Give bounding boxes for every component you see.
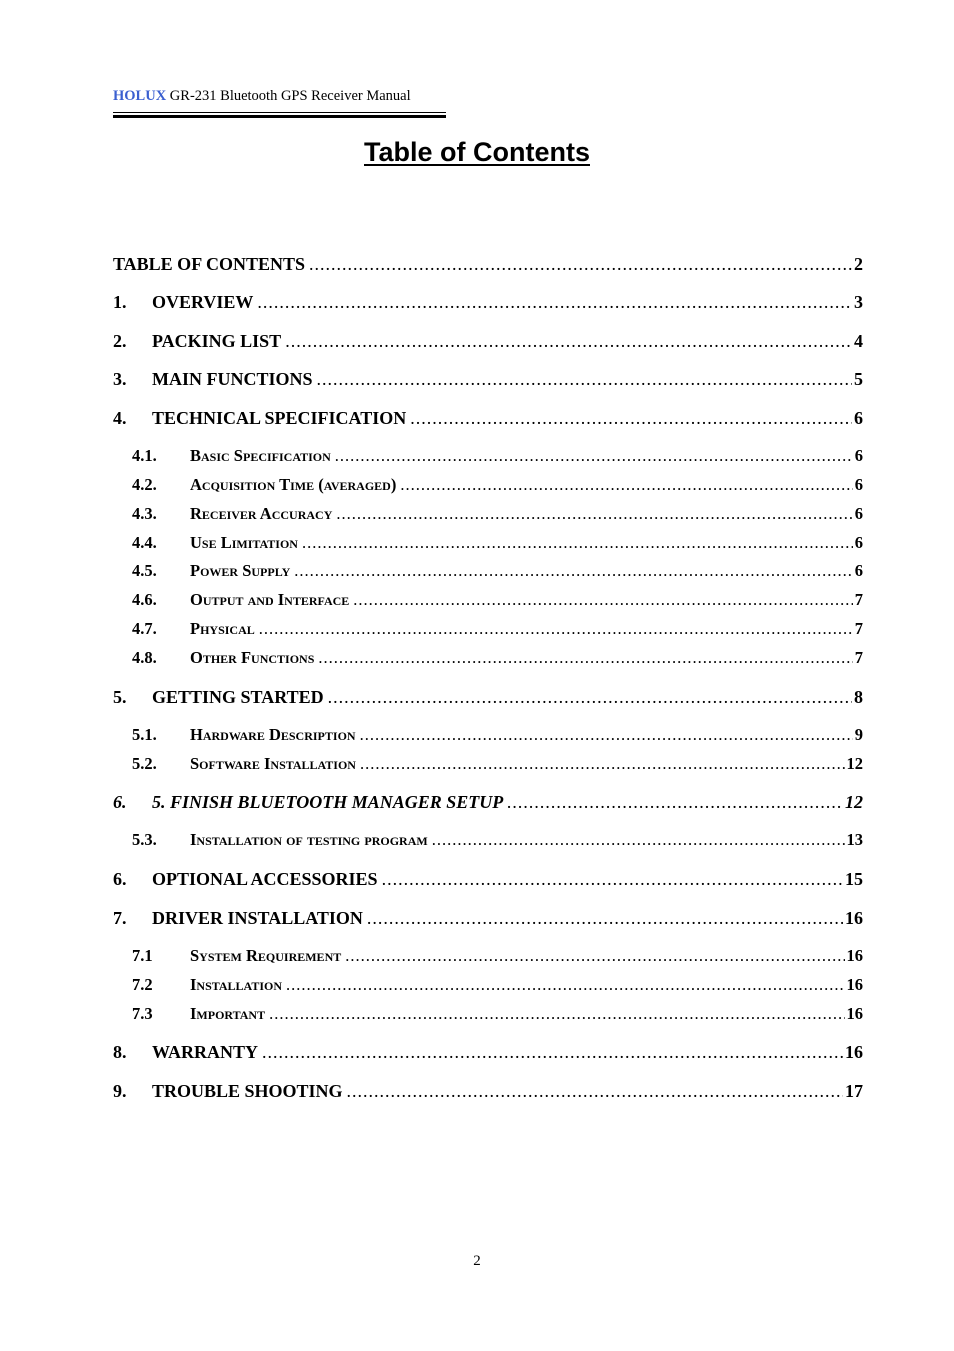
toc-entry-page: 2 (854, 254, 863, 274)
toc-entry-page: 6 (854, 533, 863, 552)
toc-entry[interactable] (113, 868, 863, 890)
toc-entry-title: MAIN FUNCTIONS (152, 369, 313, 389)
toc-entry-title: 5. FINISH BLUETOOTH MANAGER SETUP (152, 792, 504, 812)
toc-entry-number: 4.1. (132, 446, 157, 465)
toc-entry-number: 7.2 (132, 975, 153, 994)
toc-leader (410, 407, 852, 429)
toc-subentry[interactable] (113, 830, 863, 850)
toc-entry-page: 16 (845, 908, 863, 928)
toc-subentry[interactable] (113, 590, 863, 610)
toc-entry[interactable] (113, 1041, 863, 1063)
toc-entry[interactable] (113, 686, 863, 708)
toc-entry-page: 16 (846, 975, 863, 994)
toc-entry-number: 3. (113, 369, 127, 389)
toc-entry-page: 3 (854, 292, 863, 312)
toc-entry[interactable] (113, 907, 863, 929)
page-title-text: Table of Contents (364, 137, 590, 167)
toc-entry-title: Basic Specification (190, 446, 331, 465)
toc-entry-page: 5 (854, 369, 863, 389)
toc-entry[interactable] (113, 330, 863, 352)
toc-subentry[interactable] (113, 619, 863, 639)
toc-entry-page: 8 (854, 687, 863, 707)
toc-leader (294, 561, 852, 581)
toc-entry[interactable] (113, 291, 863, 313)
toc-entry-title: Hardware Description (190, 725, 356, 744)
toc-entry-number: 5.3. (132, 830, 157, 849)
toc-entry[interactable] (113, 253, 863, 275)
toc-entry-number: 5.1. (132, 725, 157, 744)
toc-entry-page: 17 (845, 1081, 863, 1101)
toc-entry-page: 16 (846, 1004, 863, 1023)
toc-leader (400, 475, 852, 495)
header-rule-thick (113, 115, 446, 118)
toc-leader (285, 330, 852, 352)
toc-subentry[interactable] (113, 754, 863, 774)
toc-entry[interactable] (113, 368, 863, 390)
toc-entry-title: System Requirement (190, 946, 342, 965)
toc-entry-number: 5.2. (132, 754, 157, 773)
toc-entry-title: Power Supply (190, 561, 291, 580)
toc-entry-page: 15 (845, 869, 863, 889)
toc-entry-number: 4.5. (132, 561, 157, 580)
toc-leader (318, 648, 852, 668)
toc-entry-title: WARRANTY (152, 1042, 259, 1062)
toc-leader (302, 533, 853, 553)
toc-leader (336, 504, 852, 524)
toc-subentry[interactable] (113, 648, 863, 668)
toc-subentry[interactable] (113, 475, 863, 495)
toc-entry-page: 7 (854, 648, 863, 667)
toc-entry-title: Output and Interface (190, 590, 350, 609)
toc-entry-page: 4 (854, 331, 863, 351)
toc-leader (367, 907, 843, 929)
page-title (0, 135, 954, 169)
toc-entry-number: 4.7. (132, 619, 157, 638)
toc-entry-title: DRIVER INSTALLATION (152, 908, 363, 928)
toc-entry-number: 4.8. (132, 648, 157, 667)
toc-leader (269, 1004, 844, 1024)
toc-entry-number: 7.3 (132, 1004, 153, 1023)
toc-entry-number: 9. (113, 1081, 127, 1101)
toc-entry-page: 13 (846, 830, 863, 849)
toc-entry-page: 6 (854, 561, 863, 580)
toc-entry-title: Other Functions (190, 648, 315, 667)
toc-entry-title: Acquisition Time (averaged) (190, 475, 397, 494)
toc-subentry[interactable] (113, 1004, 863, 1024)
toc-leader (507, 791, 843, 813)
toc-leader (317, 368, 852, 390)
toc-leader (353, 590, 852, 610)
toc-leader (432, 830, 845, 850)
toc-entry-number: 7.1 (132, 946, 153, 965)
toc-entry-page: 6 (854, 504, 863, 523)
brand-name: HOLUX (113, 88, 167, 104)
toc-subentry[interactable] (113, 446, 863, 466)
toc-entry-number: 6. (113, 792, 127, 812)
toc-entry-page: 6 (854, 475, 863, 494)
toc-leader (360, 754, 845, 774)
toc-entry-number: 1. (113, 292, 127, 312)
toc-entry[interactable] (113, 1080, 863, 1102)
toc-subentry[interactable] (113, 533, 863, 553)
toc-entry-page: 12 (845, 792, 863, 812)
toc-entry-page: 7 (854, 619, 863, 638)
toc-subentry[interactable] (113, 725, 863, 745)
toc-entry-title: Receiver Accuracy (190, 504, 333, 523)
toc-leader (257, 291, 852, 313)
toc-entry-title: Installation of testing program (190, 830, 428, 849)
toc-entry-number: 4. (113, 408, 127, 428)
toc-entry[interactable] (113, 791, 863, 813)
toc-entry-number: 5. (113, 687, 127, 707)
toc-entry-number: 8. (113, 1042, 127, 1062)
toc-entry-page: 12 (846, 754, 863, 773)
toc-entry-page: 16 (846, 946, 863, 965)
toc-entry[interactable] (113, 407, 863, 429)
toc-subentry[interactable] (113, 504, 863, 524)
toc-entry-title: Important (190, 1004, 266, 1023)
toc-entry-number: 4.3. (132, 504, 157, 523)
toc-entry-title: Software Installation (190, 754, 356, 773)
toc-entry-page: 7 (854, 590, 863, 609)
toc-entry-number: 4.2. (132, 475, 157, 494)
toc-leader (328, 686, 852, 708)
toc-entry-page: 6 (854, 408, 863, 428)
running-header (113, 87, 446, 105)
toc-entry-title: OVERVIEW (152, 292, 254, 312)
toc-leader (335, 446, 853, 466)
toc-entry-title: TABLE OF CONTENTS (113, 254, 306, 274)
manual-title: GR-231 Bluetooth GPS Receiver Manual (169, 88, 411, 104)
toc-entry-title: GETTING STARTED (152, 687, 324, 707)
toc-leader (347, 1080, 843, 1102)
toc-entry-title: Use Limitation (190, 533, 298, 552)
toc-leader (259, 619, 853, 639)
toc-entry-number: 4.6. (132, 590, 157, 609)
page-number: 2 (473, 1253, 481, 1269)
toc-leader (360, 725, 853, 745)
toc-entry-number: 2. (113, 331, 127, 351)
toc-subentry[interactable] (113, 975, 863, 995)
toc-entry-number: 6. (113, 869, 127, 889)
toc-entry-page: 16 (845, 1042, 863, 1062)
toc-leader (286, 975, 845, 995)
toc-entry-title: Installation (190, 975, 282, 994)
toc-entry-number: 7. (113, 908, 127, 928)
toc-leader (345, 946, 844, 966)
toc-subentry[interactable] (113, 946, 863, 966)
header-rule-thin (113, 112, 446, 113)
toc-entry-page: 6 (854, 446, 863, 465)
toc-leader (382, 868, 843, 890)
toc-subentry[interactable] (113, 561, 863, 581)
toc-leader (309, 253, 852, 275)
toc-leader (262, 1041, 843, 1063)
toc-entry-page: 9 (854, 725, 863, 744)
toc-entry-title: OPTIONAL ACCESSORIES (152, 869, 378, 889)
toc-entry-title: TROUBLE SHOOTING (152, 1081, 343, 1101)
toc-entry-title: Physical (190, 619, 255, 638)
toc-entry-number: 4.4. (132, 533, 157, 552)
toc-entry-title: TECHNICAL SPECIFICATION (152, 408, 407, 428)
toc-entry-title: PACKING LIST (152, 331, 282, 351)
